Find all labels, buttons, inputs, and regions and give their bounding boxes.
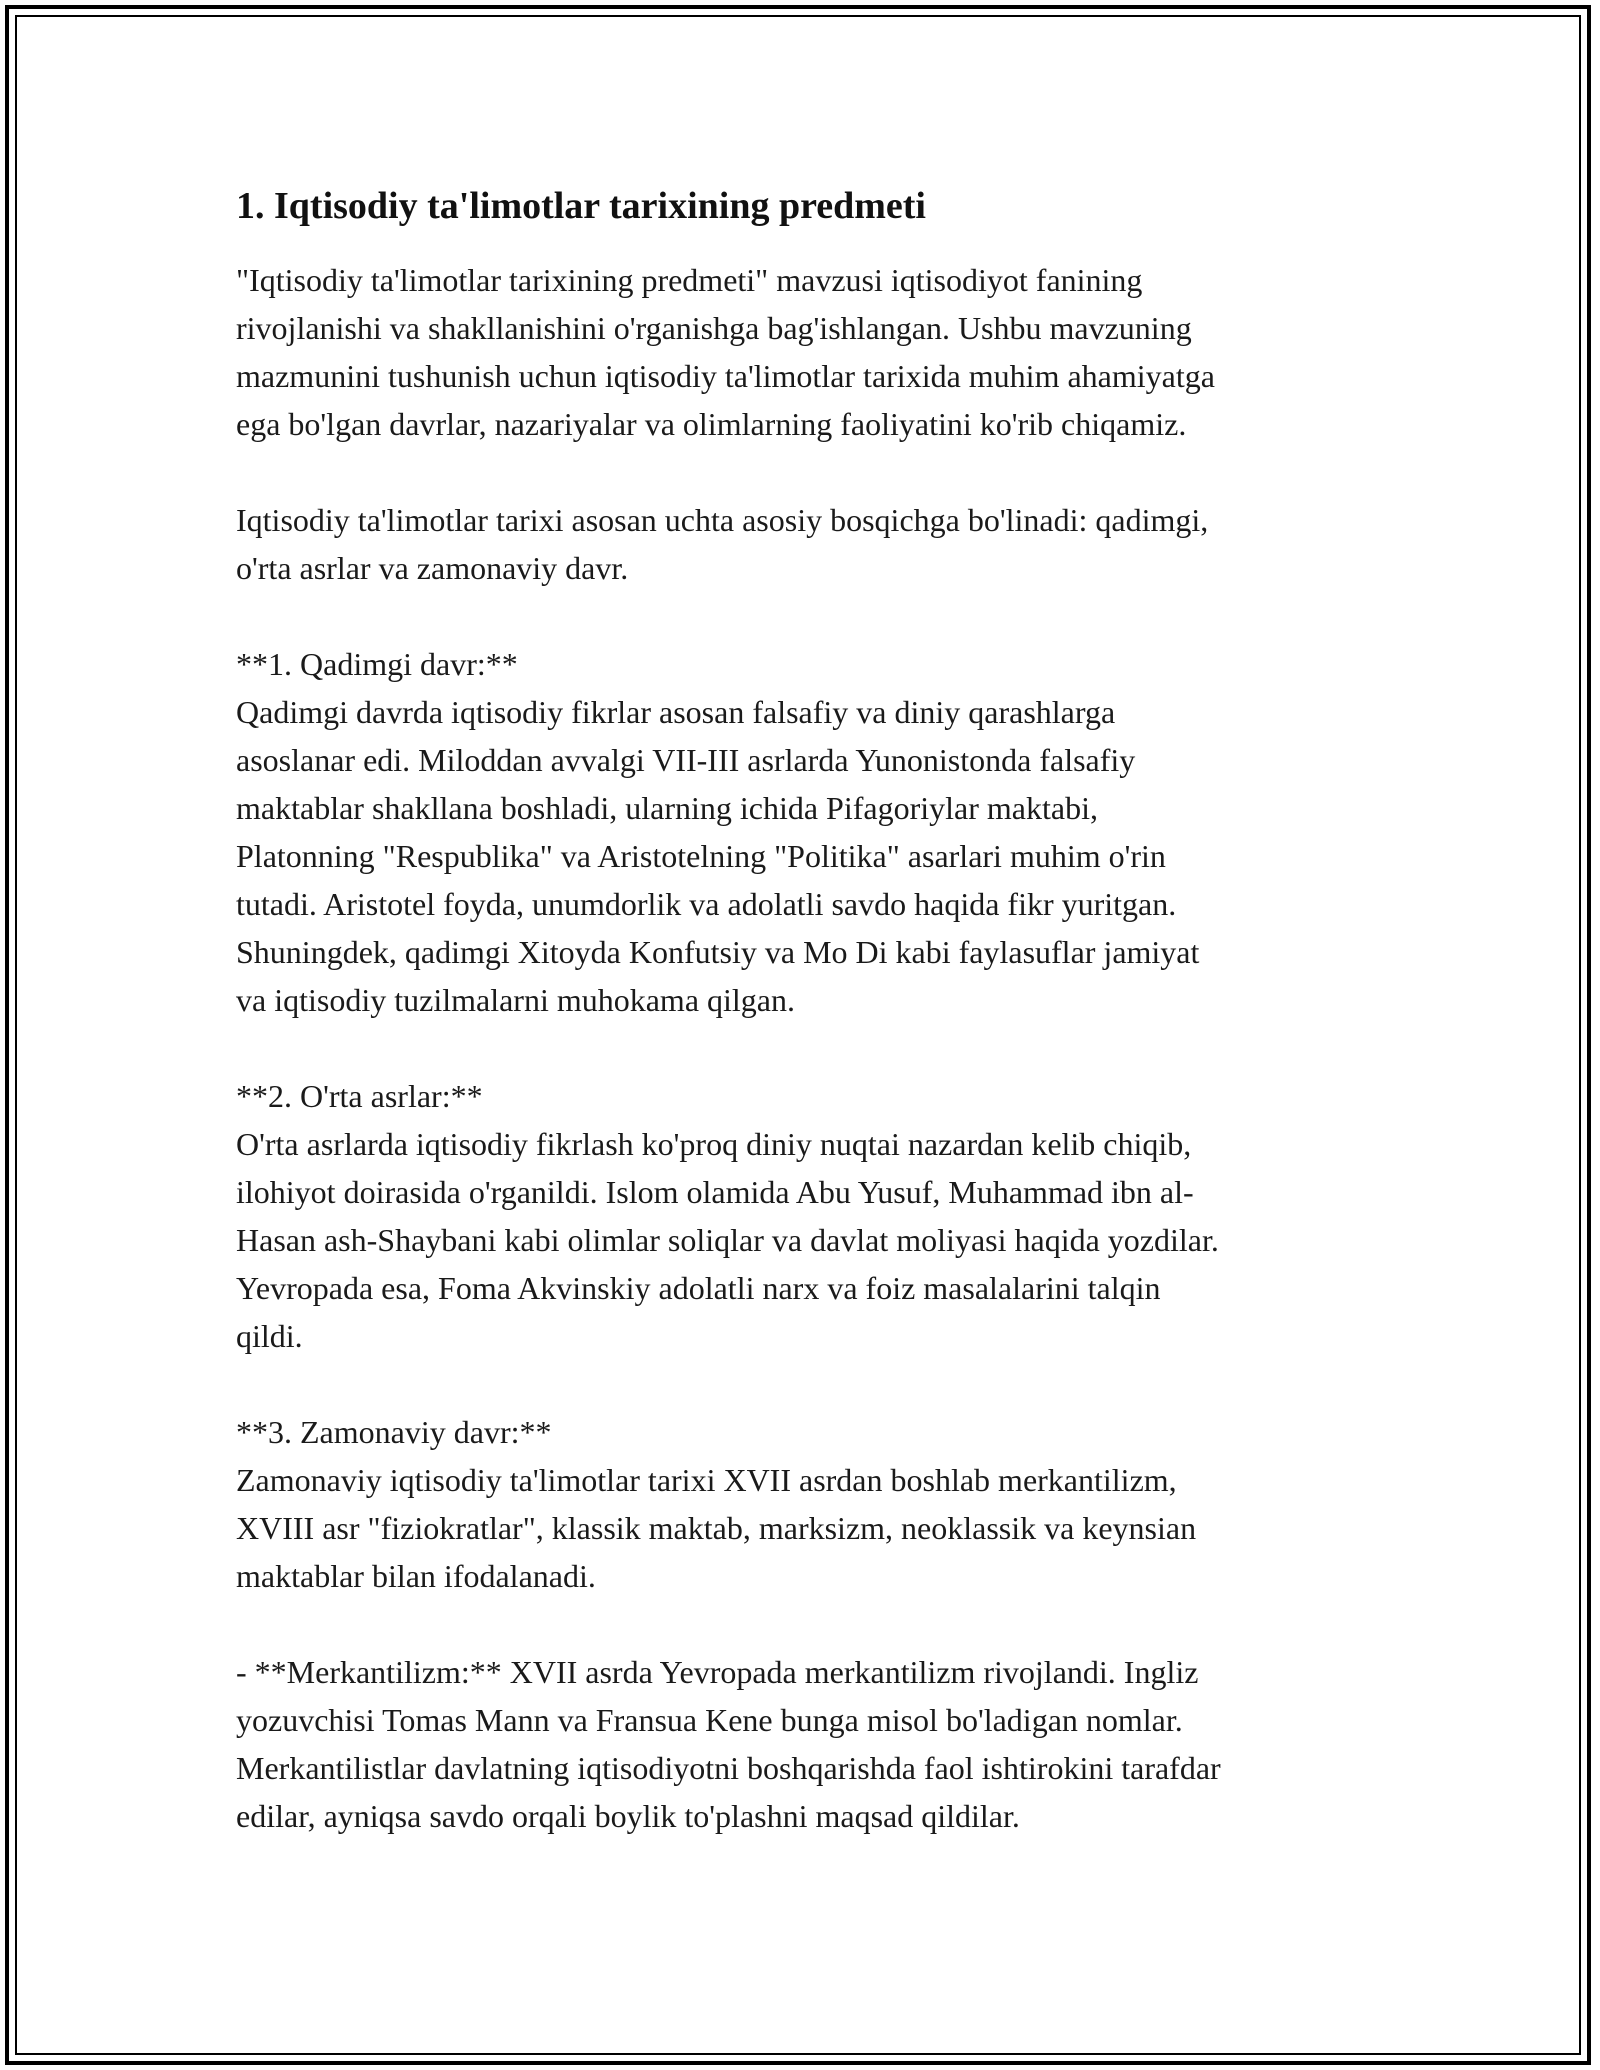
section-heading: 1. Iqtisodiy ta'limotlar tarixining predmeti <box>236 185 926 227</box>
ancient-period-paragraph: **1. Qadimgi davr:** Qadimgi davrda iqtisodiy fikrlar asosan falsafiy va diniy qarashlarga asoslanar edi. Miloddan avvalgi VII-III asrlarda Yunonistonda falsafiy maktablar shakllana boshladi, ularning ichida Pifagoriylar maktabi, Platonning "Respublika" va Aristotelning "Politika" asarlari muhim o'rin tutadi. Aristotel foyda, unumdorlik va adolatli savdo haqida fikr yuritgan. Shuningdek, qadimgi Xitoyda Konfutsiy va Mo Di kabi faylasuflar jamiyat va iqtisodiy tuzilmalarni muhokama qilgan. <box>236 646 1200 1018</box>
stages-paragraph: Iqtisodiy ta'limotlar tarixi asosan uchta asosiy bosqichga bo'linadi: qadimgi, o'rta asrlar va zamonaviy davr. <box>236 502 1209 586</box>
middle-ages-paragraph: **2. O'rta asrlar:** O'rta asrlarda iqtisodiy fikrlash ko'proq diniy nuqtai nazardan kelib chiqib, ilohiyot doirasida o'rganildi. Islom olamida Abu Yusuf, Muhammad ibn al- Hasan ash-Shaybani kabi olimlar soliqlar va davlat moliyasi haqida yozdilar. Yevropada esa, Foma Akvinskiy adolatli narx va foiz masalalarini talqin qildi. <box>236 1078 1219 1354</box>
modern-period-paragraph: **3. Zamonaviy davr:** Zamonaviy iqtisodiy ta'limotlar tarixi XVII asrdan boshlab merkantilizm, XVIII asr "fiziokratlar", klassik maktab, marksizm, neoklassik va keynsian maktablar bilan ifodalanadi. <box>236 1414 1197 1594</box>
document-body <box>236 182 1386 1888</box>
intro-paragraph: "Iqtisodiy ta'limotlar tarixining predmeti" mavzusi iqtisodiyot fanining rivojlanishi va shakllanishini o'rganishga bag'ishlangan. Ushbu mavzuning mazmunini tushunish uchun iqtisodiy ta'limotlar tarixida muhim ahamiyatga ega bo'lgan davrlar, nazariyalar va olimlarning faoliyatini ko'rib chiqamiz. <box>236 262 1215 442</box>
mercantilism-paragraph: - **Merkantilizm:** XVII asrda Yevropada merkantilizm rivojlandi. Ingliz yozuvchisi Tomas Mann va Fransua Kene bunga misol bo'ladigan nomlar. Merkantilistlar davlatning iqtisodiyotni boshqarishda faol ishtirokini tarafdar edilar, ayniqsa savdo orqali boylik to'plashni maqsad qildilar. <box>236 1654 1221 1834</box>
